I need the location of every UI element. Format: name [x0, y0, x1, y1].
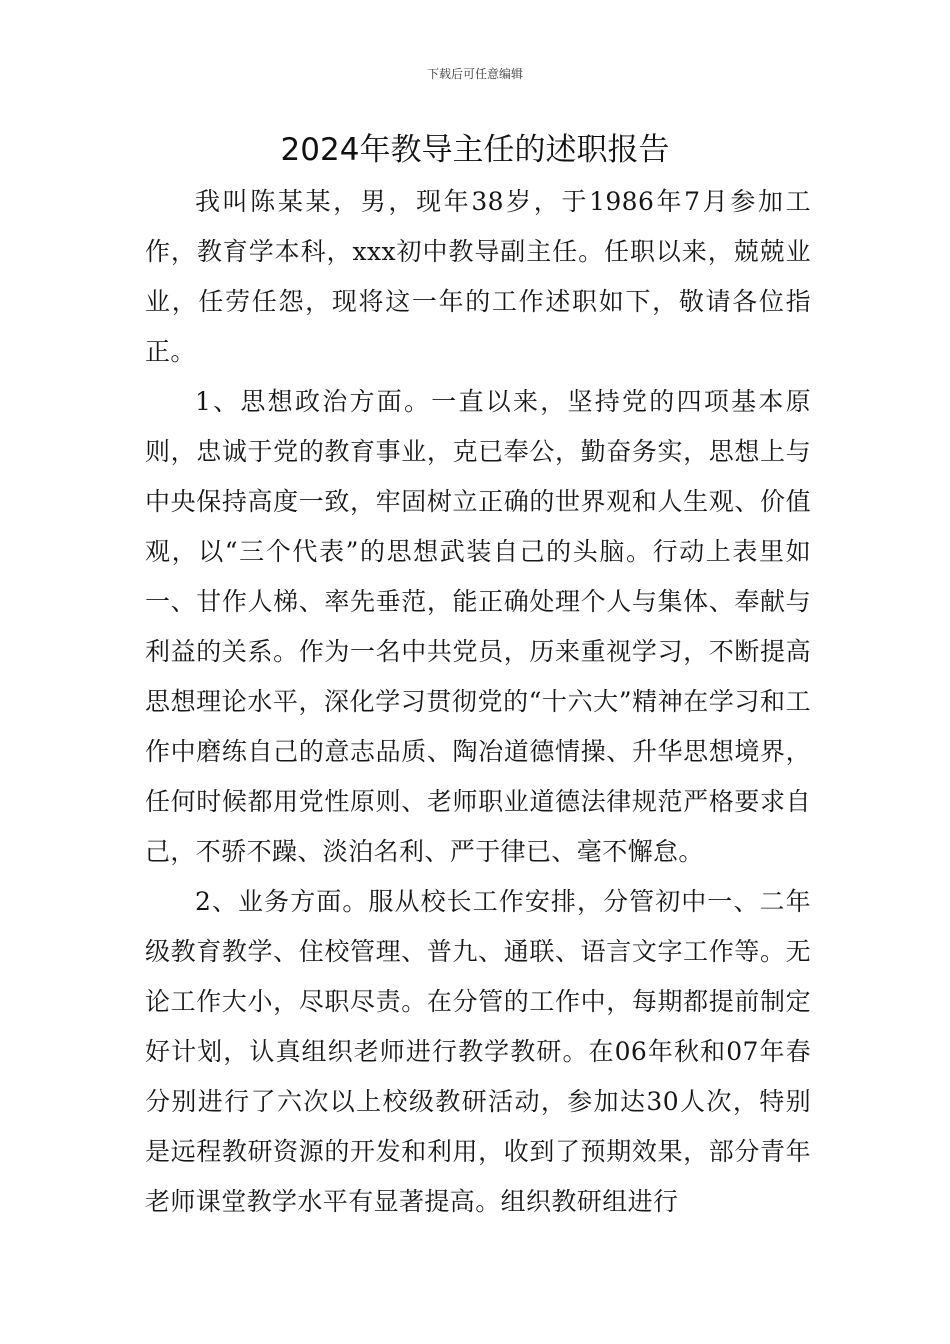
paragraph-section-2: 2、业务方面。服从校长工作安排，分管初中一、二年级教育教学、住校管理、普九、通联、语言文字工作等。无论工作大小，尽职尽责。在分管的工作中，每期都提前制定好计划，认真组织老师进行教学教研。在06年秋和07年春分别进行了六次以上校级教研活动，参加达30人次，特别是远程教研资源的开发和利用，收到了预期效果，部分青年老师课堂教学水平有显著提高。组织教研组进行: [145, 887, 811, 1216]
document-body: [145, 177, 811, 1227]
document-title: 2024年教导主任的述职报告: [280, 132, 670, 168]
paragraph-section-1: 1、思想政治方面。一直以来，坚持党的四项基本原则，忠诚于党的教育事业，克已奉公，勤奋务实，思想上与中央保持高度一致，牢固树立正确的世界观和人生观、价值观，以“三个代表”的思想武装自己的头脑。行动上表里如一、甘作人梯、率先垂范，能正确处理个人与集体、奉献与利益的关系。作为一名中共党员，历来重视学习，不断提高思想理论水平，深化学习贯彻党的“十六大”精神在学习和工作中磨练自己的意志品质、陶冶道德情操、升华思想境界，任何时候都用党性原则、老师职业道德法律规范严格要求自己，不骄不躁、淡泊名利、严于律已、毫不懈怠。: [145, 387, 811, 866]
paragraph-intro: 我叫陈某某，男，现年38岁，于1986年7月参加工作，教育学本科，xxx初中教导副主任。任职以来，兢兢业业，任劳任怨，现将这一年的工作述职如下，敬请各位指正。: [145, 187, 811, 366]
page-header-note: 下载后可任意编辑: [426, 67, 523, 81]
